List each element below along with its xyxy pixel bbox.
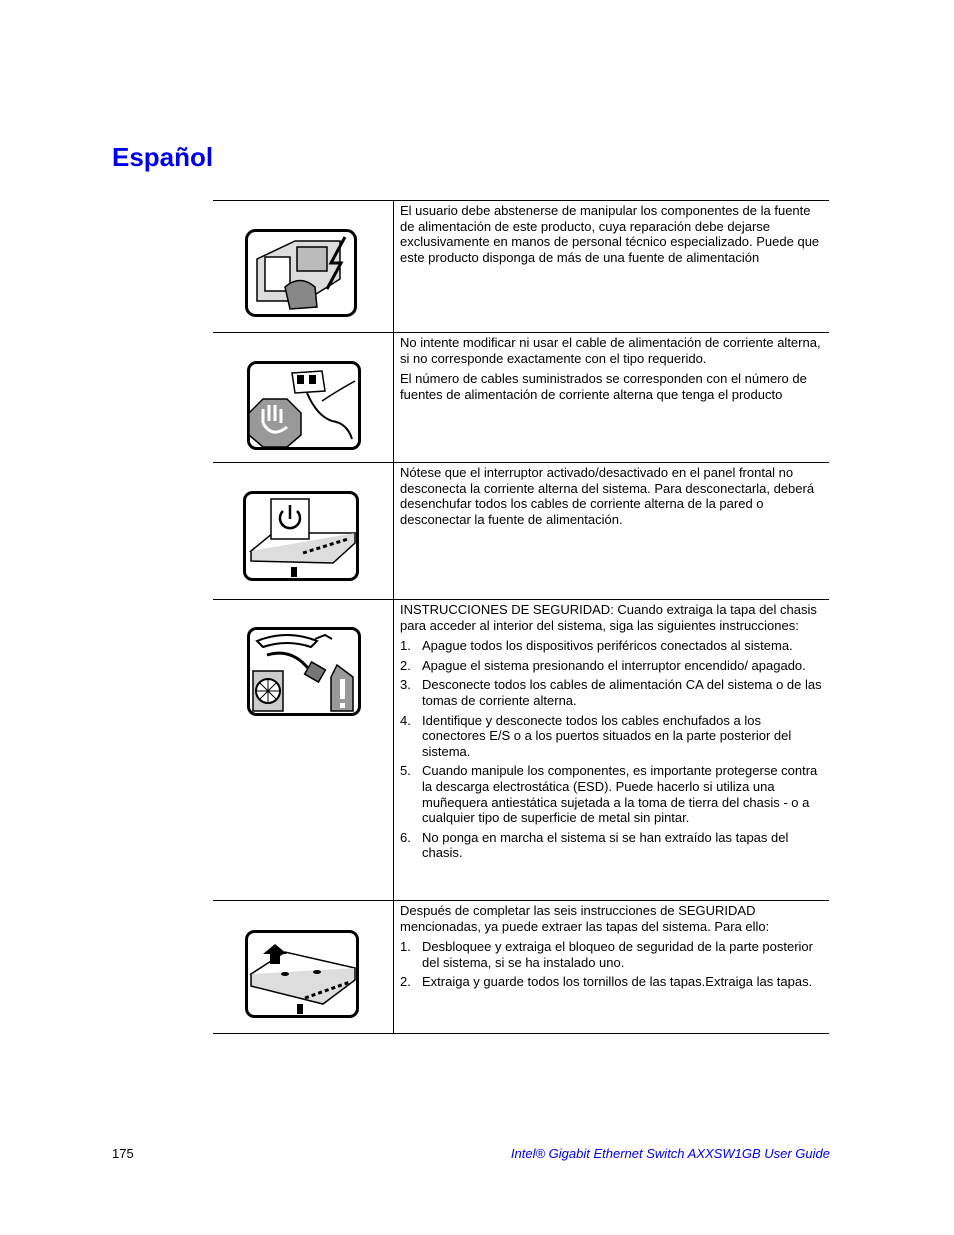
text-cell (394, 463, 830, 600)
chassis-cover-removal-icon (245, 930, 359, 1018)
power-supply-hazard-icon (245, 229, 357, 317)
safety-warnings-table (213, 200, 829, 1034)
list-item (400, 713, 825, 760)
icon-cell (213, 333, 394, 463)
disconnect-caution-icon (247, 627, 361, 717)
list-number: 4. (400, 712, 411, 728)
list-text: Desconecte todos los cables de alimentación CA del sistema o de las tomas de corriente alterna. (422, 677, 822, 708)
paragraph: No intente modificar ni usar el cable de alimentación de corriente alterna, si no corresponde exactamente con el tipo requerido. (400, 335, 821, 366)
list-item (400, 939, 825, 970)
paragraph: El número de cables suministrados se corresponden con el número de fuentes de alimentación de corriente alterna que tenga el producto (400, 371, 807, 402)
text-cell (394, 333, 830, 463)
icon-cell (213, 600, 394, 901)
list-number: 5. (400, 763, 411, 779)
list-number: 6. (400, 829, 411, 845)
list-text: Desbloquee y extraiga el bloqueo de seguridad de la parte posterior del sistema, si se ha instalado uno. (422, 939, 813, 970)
paragraph: Nótese que el interruptor activado/desactivado en el panel frontal no desconecta la corriente alterna del sistema. Para desconectarla, deberá desenchufar todos los cables de corriente alterna de la pared o desconectar la fuente de alimentación. (400, 465, 815, 527)
text-cell (394, 600, 830, 901)
list-text: Apague el sistema presionando el interruptor encendido/ apagado. (422, 657, 806, 673)
list-item (400, 830, 825, 861)
list-number: 1. (400, 638, 411, 654)
list-text: No ponga en marcha el sistema si se han extraído las tapas del chasis. (422, 829, 789, 861)
list-number: 2. (400, 657, 411, 673)
list-number: 2. (400, 974, 411, 990)
icon-cell (213, 463, 394, 600)
paragraph: Después de completar las seis instrucciones de SEGURIDAD mencionadas, ya puede extraer las tapas del sistema. Para ello: (400, 903, 770, 934)
instruction-list (400, 939, 825, 990)
text-cell (394, 201, 830, 333)
power-switch-chassis-icon (243, 491, 359, 581)
document-title: Intel® Gigabit Ethernet Switch AXXSW1GB User Guide (510, 1146, 830, 1161)
list-text: Apague todos los dispositivos periféricos conectados al sistema. (422, 638, 793, 654)
list-number: 3. (400, 677, 411, 693)
icon-cell (213, 901, 394, 1034)
list-text: Extraiga y guarde todos los tornillos de las tapas.Extraiga las tapas. (422, 974, 813, 990)
text-cell (394, 901, 830, 1034)
list-text: Cuando manipule los componentes, es importante protegerse contra la descarga electrostática (ESD). Puede hacerlo si utiliza una muñequera antiestática sujetada a la toma de tierra del chasis - o a cualquier tipo de superficie de metal sin pintar. (422, 763, 818, 826)
list-item (400, 658, 825, 674)
list-number: 1. (400, 939, 411, 955)
list-item (400, 677, 825, 708)
paragraph: INSTRUCCIONES DE SEGURIDAD: Cuando extraiga la tapa del chasis para acceder al interior del sistema, siga las siguientes instrucciones: (400, 602, 817, 633)
table-row (213, 600, 829, 901)
list-item (400, 638, 825, 654)
paragraph: El usuario debe abstenerse de manipular los componentes de la fuente de alimentación de este producto, cuya reparación debe dejarse exclusivamente en manos de personal técnico especializado. Puede que este producto disponga de más de una fuente de alimentación (400, 203, 820, 265)
table-row (213, 901, 829, 1034)
page-number: 175 (112, 1146, 134, 1161)
instruction-list (400, 638, 825, 861)
list-item (400, 763, 825, 825)
table-row (213, 463, 829, 600)
icon-cell (213, 201, 394, 333)
list-text: Identifique y desconecte todos los cables enchufados a los conectores E/S o a los puertos situados en la parte posterior del sistema. (422, 712, 792, 759)
table-row (213, 333, 829, 463)
power-cord-stop-icon (247, 361, 361, 451)
page-title: Español (112, 142, 214, 172)
table-row (213, 201, 829, 333)
list-item (400, 974, 825, 990)
